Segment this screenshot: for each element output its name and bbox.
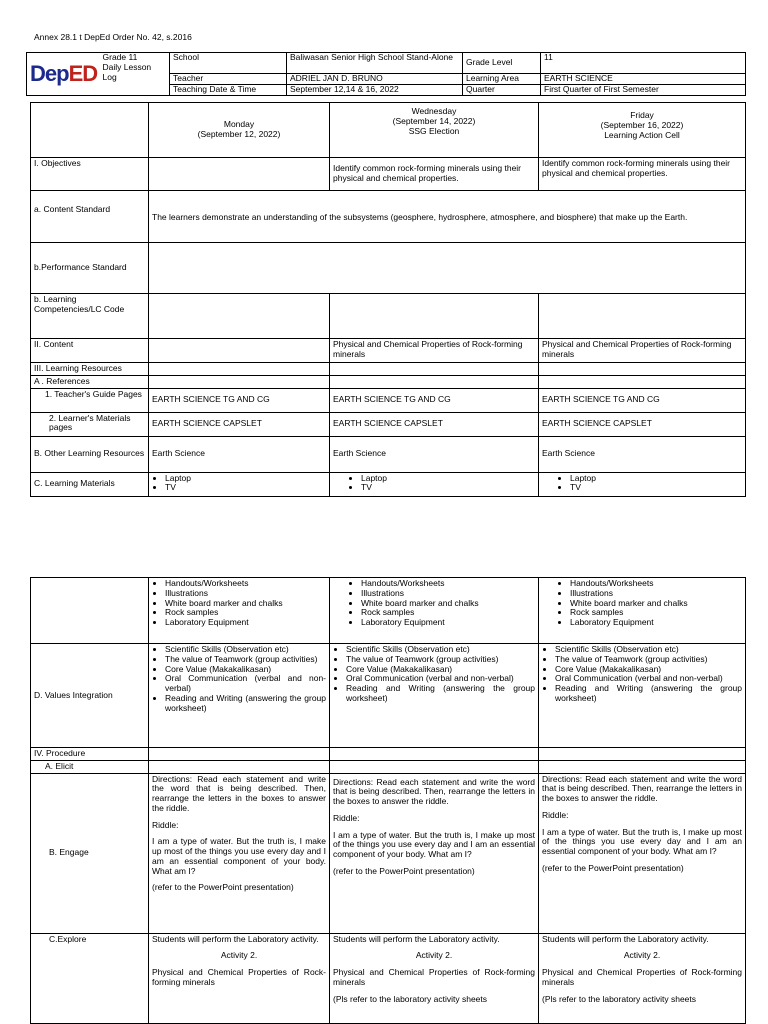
explore-label: C.Explore [31,933,149,1023]
monday-explore: Students will perform the Laboratory activity. Activity 2. Physical and Chemical Properties of Rock-forming minerals [149,933,330,1023]
wednesday-materials-more: • Handouts/Worksheets • Illustrations • White board marker and chalks • Rock samples • Laboratory Equipment [330,578,539,644]
friday-header: Friday (September 16, 2022) Learning Action Cell [539,103,746,158]
values-label: D. Values Integration [31,644,149,748]
other-resources-label: B. Other Learning Resources [31,436,149,472]
content-label: II. Content [31,339,149,363]
wednesday-content: Physical and Chemical Properties of Rock-forming minerals [330,339,539,363]
teacher-label: Teacher [170,74,287,85]
wednesday-header: Wednesday (September 14, 2022) SSG Election [330,103,539,158]
friday-materials: • Laptop • TV [539,472,746,496]
monday-materials: • Laptop • TV [149,472,330,496]
friday-other: Earth Science [539,436,746,472]
wednesday-other: Earth Science [330,436,539,472]
references-label: A . References [31,375,149,388]
tg-label: 1. Teacher's Guide Pages [31,388,149,412]
monday-engage: Directions: Read each statement and write the word that is being described. Then, rearrange the letters in the boxes to answer the riddle. Riddle: I am a type of water. But the truth is, I make up most of the things you use every day and I am an essential component of your body. What am I? (refer to the PowerPoint presentation) [149,773,330,933]
date-value: September 12,14 & 16, 2022 [287,85,463,96]
friday-materials-more: • Handouts/Worksheets • Illustrations • White board marker and chalks • Rock samples • Laboratory Equipment [539,578,746,644]
grade-level-label: Grade Level [463,53,541,74]
friday-tg: EARTH SCIENCE TG AND CG [539,388,746,412]
dll-title: Grade 11 Daily Lesson Log [100,53,170,96]
friday-explore: Students will perform the Laboratory activity. Activity 2. Physical and Chemical Properties of Rock-forming minerals (Pls refer to the laboratory activity sheets [539,933,746,1023]
monday-header: Monday (September 12, 2022) [149,103,330,158]
monday-other: Earth Science [149,436,330,472]
lesson-table-1 [30,102,746,497]
monday-materials-more: • Handouts/Worksheets • Illustrations • White board marker and chalks • Rock samples • Laboratory Equipment [149,578,330,644]
learning-area-value: EARTH SCIENCE [541,74,746,85]
quarter-value: First Quarter of First Semester [541,85,746,96]
lm-label: 2. Learner's Materials pages [31,412,149,436]
procedure-label: IV. Procedure [31,748,149,761]
content-standard-text: The learners demonstrate an understanding of the subsystems (geosphere, hydrosphere, atmosphere, and biosphere) that make up the Earth. [149,191,746,243]
school-label: School [170,53,287,74]
wednesday-lm: EARTH SCIENCE CAPSLET [330,412,539,436]
annex-reference: Annex 28.1 t DepEd Order No. 42, s.2016 [34,32,192,42]
competencies-label: b. Learning Competencies/LC Code [31,294,149,339]
lesson-table-2 [30,577,746,1024]
elicit-label: A. Elicit [31,760,149,773]
wednesday-values: • Scientific Skills (Observation etc) • The value of Teamwork (group activities) • Core Value (Makakalikasan) • Oral Communication (verbal and non-verbal) • Reading and Writing (answering the group worksheet) [330,644,539,748]
school-value: Baliwasan Senior High School Stand-Alone [287,53,463,74]
performance-standard-label: b.Performance Standard [31,243,149,294]
teacher-value: ADRIEL JAN D. BRUNO [287,74,463,85]
friday-lm: EARTH SCIENCE CAPSLET [539,412,746,436]
wednesday-explore: Students will perform the Laboratory activity. Activity 2. Physical and Chemical Properties of Rock-forming minerals (Pls refer to the laboratory activity sheets [330,933,539,1023]
grade-level-value: 11 [541,53,746,74]
friday-engage: Directions: Read each statement and write the word that is being described. Then, rearrange the letters in the boxes to answer the riddle. Riddle: I am a type of water. But the truth is, I make up most of the things you use every day and I am an essential component of your body. What am I? (refer to the PowerPoint presentation) [539,773,746,933]
objectives-label: I. Objectives [31,158,149,191]
quarter-label: Quarter [463,85,541,96]
wednesday-materials: • Laptop • TV [330,472,539,496]
resources-label: III. Learning Resources [31,363,149,376]
content-standard-label: a. Content Standard [31,191,149,243]
wednesday-engage: Directions: Read each statement and write the word that is being described. Then, rearrange the letters in the boxes to answer the riddle. Riddle: I am a type of water. But the truth is, I make up most of the things you use every day and I am an essential component of your body. What am I? (refer to the PowerPoint presentation) [330,773,539,933]
monday-tg: EARTH SCIENCE TG AND CG [149,388,330,412]
monday-values: • Scientific Skills (Observation etc) • The value of Teamwork (group activities) • Core Value (Makakalikasan) • Oral Communication (verbal and non-verbal) • Reading and Writing (answering the group worksheet) [149,644,330,748]
wednesday-tg: EARTH SCIENCE TG AND CG [330,388,539,412]
wednesday-objective: Identify common rock-forming minerals using their physical and chemical properties. [330,158,539,191]
engage-label: B. Engage [31,773,149,933]
deped-logo: DepED [30,61,98,86]
friday-objective: Identify common rock-forming minerals using their physical and chemical properties. [539,158,746,191]
logo-cell [27,53,100,96]
friday-content: Physical and Chemical Properties of Rock-forming minerals [539,339,746,363]
header-table [26,52,746,96]
materials-label: C. Learning Materials [31,472,149,496]
date-label: Teaching Date & Time [170,85,287,96]
monday-lm: EARTH SCIENCE CAPSLET [149,412,330,436]
learning-area-label: Learning Area [463,74,541,85]
friday-values: • Scientific Skills (Observation etc) • The value of Teamwork (group activities) • Core Value (Makakalikasan) • Oral Communication (verbal and non-verbal) • Reading and Writing (answering the group worksheet) [539,644,746,748]
